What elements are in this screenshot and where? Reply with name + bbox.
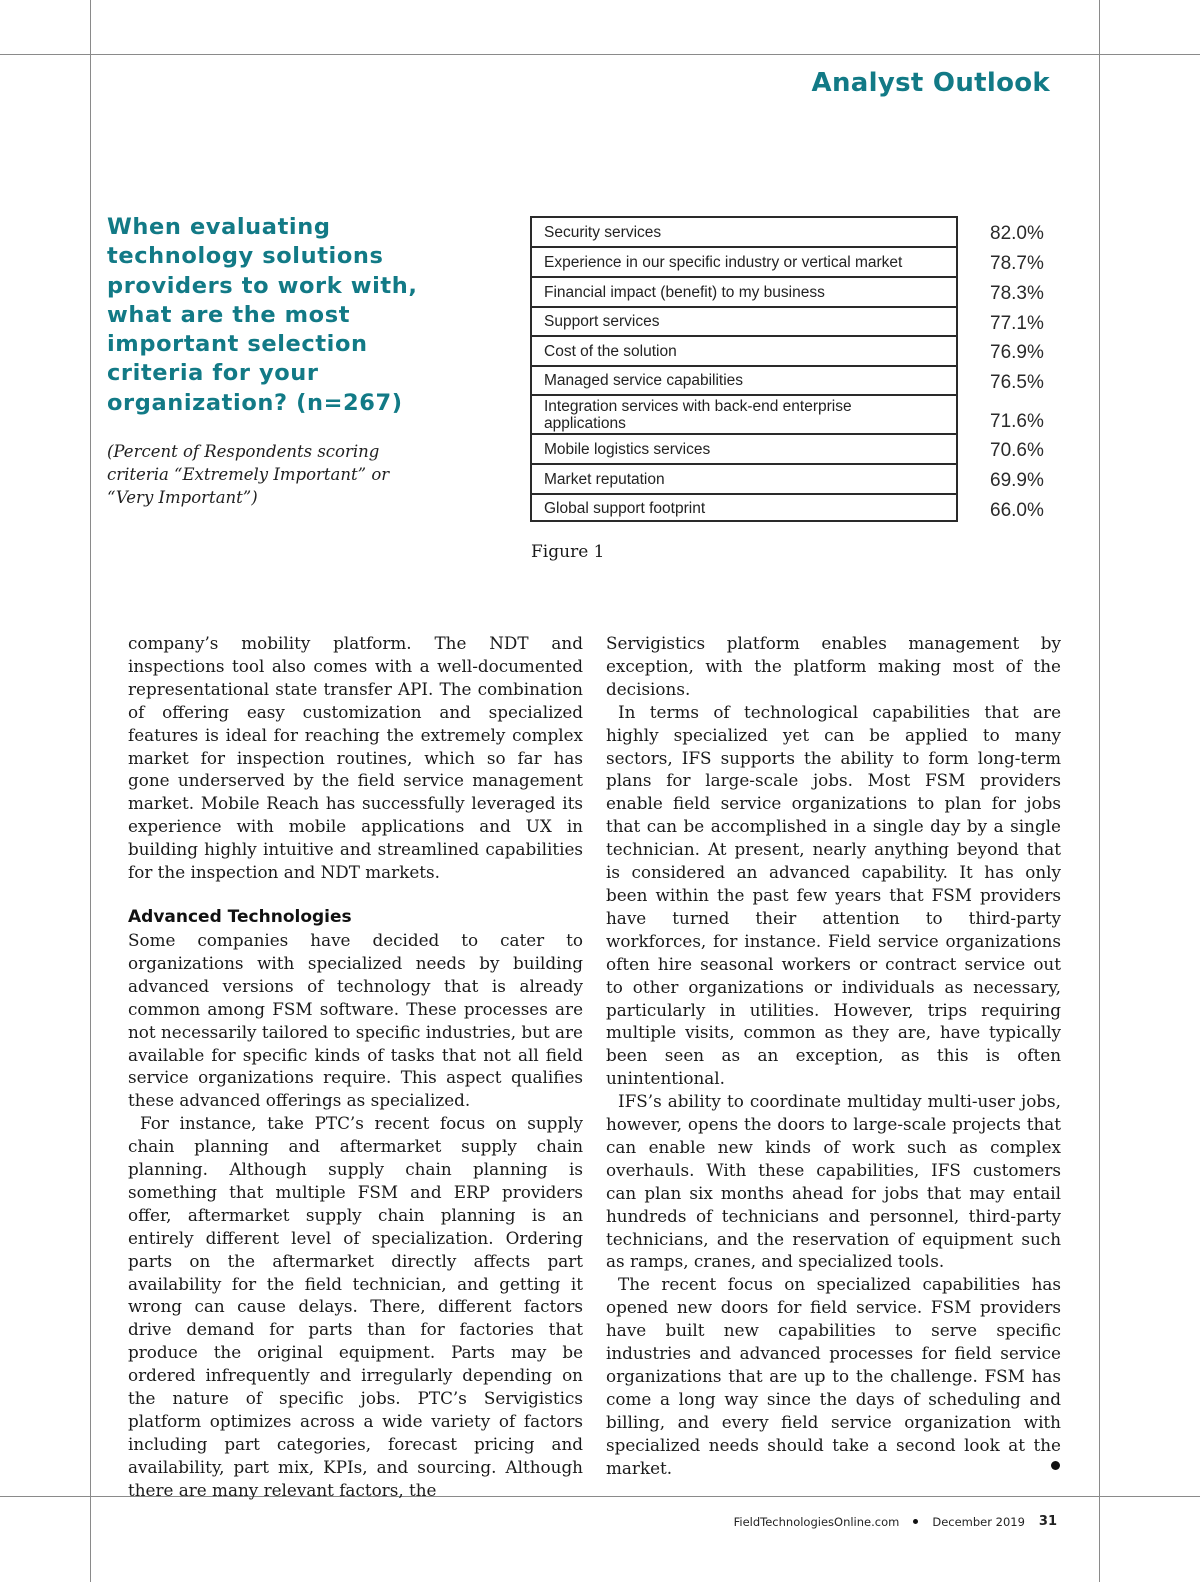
footer-site: FieldTechnologiesOnline.com bbox=[733, 1514, 900, 1529]
criterion-value: 78.3% bbox=[990, 283, 1044, 304]
paragraph: For instance, take PTC’s recent focus on supply chain planning and aftermarket supply chain planning. Although supply chain planning is something that multiple FSM and ERP providers offer, aftermarket supply chain planning is an entirely different level of specialization. Ordering parts on the aftermarket directly affects part availability for the field technician, and getting it wrong can cause delays. There, different factors drive demand for parts than for factories that produce the original equipment. Parts may be ordered infrequently and irregularly depending on the nature of specific jobs. PTC’s Servigistics platform optimizes across a wide variety of factors including part categories, forecast pricing and availability, part mix, KPIs, and sourcing. Although there are many relevant factors, the bbox=[128, 1113, 583, 1500]
page-number: 31 bbox=[1038, 1514, 1057, 1529]
paragraph: In terms of technological capabilities that are highly specialized yet can be applied to many sectors, IFS supports the ability to form long-term plans for large-scale jobs. Most FSM providers enable field service organizations to plan for jobs that can be accomplished in a single day by a single technician. At present, nearly anything beyond that is considered an advanced capability. It has only been within the past few years that FSM providers have turned their attention to third-party workforces, for instance. Field service organizations often hire seasonal workers or contract service out to other organizations or individuals as necessary, particularly in utilities. However, trips requiring multiple visits, common as they are, have typically been seen as an exception, as this is often unintentional. bbox=[606, 701, 1061, 1089]
criterion-label: Support services bbox=[544, 313, 660, 330]
criterion-label: Managed service capabilities bbox=[544, 372, 744, 389]
crop-line-right bbox=[1099, 0, 1100, 1582]
article-column-left bbox=[128, 632, 583, 1502]
criterion-value: 76.5% bbox=[990, 372, 1044, 393]
criterion-label: Global support footprint bbox=[544, 500, 706, 517]
table-row bbox=[532, 435, 956, 465]
paragraph: The recent focus on specialized capabilities has opened new doors for field service. FSM providers have built new capabilities to serve specific industries and advanced processes for field service organizations that are up to the challenge. FSM has come a long way since the days of scheduling and billing, and every field service organization with specialized needs should take a second look at the market. bbox=[606, 1274, 1061, 1478]
table-row bbox=[532, 308, 956, 337]
crop-line-top bbox=[0, 54, 1200, 55]
criterion-label: Cost of the solution bbox=[544, 342, 677, 360]
criterion-value: 77.1% bbox=[990, 313, 1044, 334]
criterion-value: 82.0% bbox=[990, 223, 1044, 244]
table-row bbox=[532, 337, 956, 367]
figure-note: (Percent of Respondents scoring criteria “Extremely Important” or “Very Important”) bbox=[107, 442, 390, 507]
paragraph: company’s mobility platform. The NDT and inspections tool also comes with a well-documented representational state transfer API. The combination of offering easy customization and specialized features is ideal for reaching the extremely complex market for inspection routines, which so far has gone underserved by the field service management market. Mobile Reach has successfully leveraged its experience with mobile applications and UX in building highly intuitive and streamlined capabilities for the inspection and NDT markets. bbox=[128, 633, 583, 883]
table-row bbox=[532, 218, 956, 248]
figure-caption: Figure 1 bbox=[531, 542, 605, 562]
criterion-label: Market reputation bbox=[544, 470, 665, 488]
crop-line-left bbox=[90, 0, 91, 1582]
footer-date: December 2019 bbox=[932, 1514, 1025, 1529]
end-of-article-bullet-icon bbox=[1051, 1461, 1060, 1470]
paragraph: IFS’s ability to coordinate multiday multi-user jobs, however, opens the doors to large-scale projects that can enable new kinds of work such as complex overhauls. With these capabilities, IFS customers can plan six months ahead for jobs that may entail hundreds of technicians and personnel, third-party technicians, and the reservation of equipment such as ramps, cranes, and specialized tools. bbox=[606, 1091, 1061, 1272]
table-row bbox=[532, 278, 956, 308]
table-row bbox=[532, 367, 956, 396]
table-row bbox=[532, 248, 956, 278]
paragraph: Some companies have decided to cater to organizations with specialized needs by building advanced versions of technology that is already common among FSM software. These processes are not necessarily tailored to specific industries, but are available for specific kinds of tasks that not all field service organizations require. This aspect qualifies these advanced offerings as specialized. bbox=[128, 929, 583, 1111]
table-row bbox=[532, 396, 956, 435]
table-row bbox=[532, 495, 956, 522]
paragraph: Servigistics platform enables management by exception, with the platform making most of the decisions. bbox=[606, 633, 1061, 699]
criterion-label: Financial impact (benefit) to my business bbox=[544, 283, 825, 301]
criterion-label: Integration services with back-end enterprise applications bbox=[544, 397, 852, 432]
bullet-icon bbox=[913, 1519, 918, 1524]
page-footer bbox=[734, 1514, 1057, 1529]
criterion-value: 71.6% bbox=[990, 411, 1044, 432]
criterion-value: 66.0% bbox=[990, 500, 1044, 521]
survey-table bbox=[530, 216, 958, 522]
article-column-right bbox=[606, 632, 1061, 1480]
criterion-value: 70.6% bbox=[990, 440, 1044, 461]
table-row bbox=[532, 465, 956, 495]
section-label: Analyst Outlook bbox=[811, 68, 1050, 98]
figure-question: When evaluating technology solutions providers to work with, what are the most important selection criteria for your organization? (n=267) bbox=[107, 214, 418, 416]
subheading: Advanced Technologies bbox=[128, 906, 352, 927]
criterion-value: 78.7% bbox=[990, 253, 1044, 274]
criterion-label: Mobile logistics services bbox=[544, 440, 711, 458]
criterion-value: 69.9% bbox=[990, 470, 1044, 491]
criterion-label: Experience in our specific industry or vertical market bbox=[544, 253, 903, 271]
criterion-label: Security services bbox=[544, 223, 662, 241]
criterion-value: 76.9% bbox=[990, 342, 1044, 363]
